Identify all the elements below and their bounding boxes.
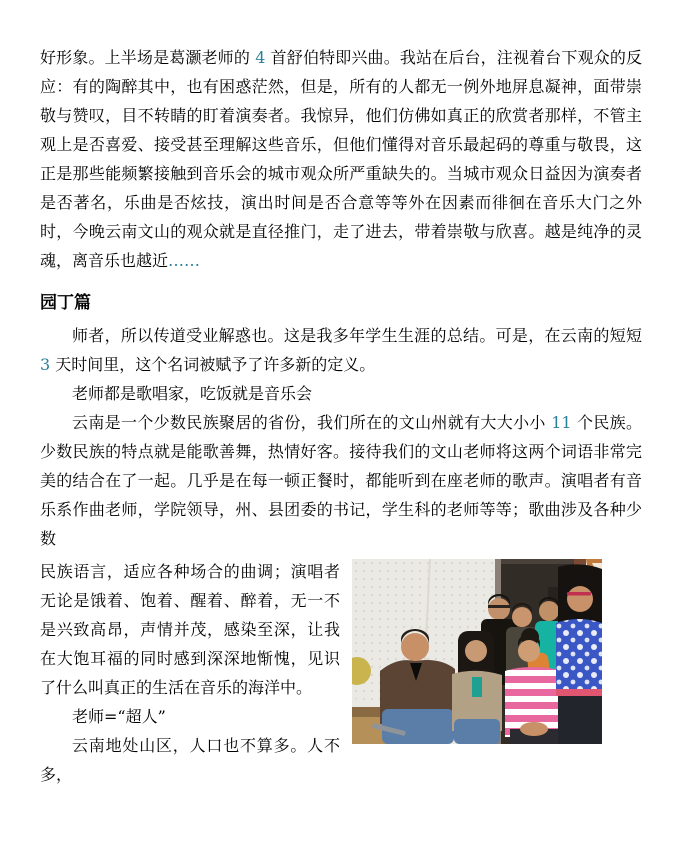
paragraph-concert-audience [40, 43, 642, 275]
inline-number-11: 11 [551, 413, 572, 432]
group-photo-illustration [352, 559, 602, 744]
paragraph-teacher-definition [40, 321, 642, 379]
paragraph-text: 好形象。上半场是葛灏老师的 [40, 48, 256, 67]
ellipsis-mark: …… [168, 251, 201, 270]
subheading-teachers-singers: 老师都是歌唱家，吃饭就是音乐会 [72, 384, 313, 403]
group-photo [352, 559, 602, 744]
photo-text-wrap [40, 557, 642, 789]
paragraph-text: 民族语言，适应各种场合的曲调；演唱者无论是饿着、饱着、醒着、醉着，无一不是兴致高昂，声情并茂，感染至深，让我在大饱耳福的同时感到深深地惭愧，见识了什么叫真正的生活在音乐的海洋中。 [40, 562, 340, 697]
paragraph-text: 首舒伯特即兴曲。我站在后台，注视着台下观众的反应：有的陶醉其中，也有困惑茫然，但是，所有的人都无一例外地屏息凝神，面带崇敬与赞叹，目不转睛的盯着演奏者。我惊异，他们仿佛如真正的欣赏者那样，不管主观上是否喜爱、接受甚至理解这些音乐，但他们懂得对音乐最起码的尊重与敬畏，这正是那些能频繁接触到音乐会的城市观众所严重缺失的。当城市观众日益因为演奏者是否著名，乐曲是否炫技，演出时间是否合意等等外在因素而徘徊在音乐大门之外时，今晚云南文山的观众就是直径推门，走了进去，带着崇敬与欣喜。越是纯净的灵魂，离音乐也越近 [40, 48, 642, 270]
paragraph-yunnan-mountains: 云南地处山区，人口也不算多。人不多， [40, 736, 340, 784]
paragraph-teacher-superman: 老师=“超人” [72, 707, 166, 726]
paragraph-yunnan-minorities [40, 408, 642, 553]
paragraph-text: 师者，所以传道受业解惑也。这是我多年学生生涯的总结。可是，在云南的短短 [72, 326, 642, 345]
paragraph-text: 个民族。少数民族的特点就是能歌善舞，热情好客。接待我们的文山老师将这两个词语非常完美的结合在了一起。几乎是在每一顿正餐时，都能听到在座老师的歌声。演唱者有音乐系作曲老师，学院领导，州、县团委的书记，学生科的老师等等；歌曲涉及各种少数 [40, 413, 642, 548]
inline-number-3: 3 [40, 355, 51, 374]
paragraph-text: 云南是一个少数民族聚居的省份，我们所在的文山州就有大大小小 [72, 413, 552, 432]
section-heading-gardener: 园丁篇 [40, 293, 91, 313]
paragraph-text: 天时间里，这个名词被赋予了许多新的定义。 [50, 355, 376, 374]
person-blue-hoodie [556, 564, 602, 744]
inline-number-4: 4 [255, 48, 266, 67]
